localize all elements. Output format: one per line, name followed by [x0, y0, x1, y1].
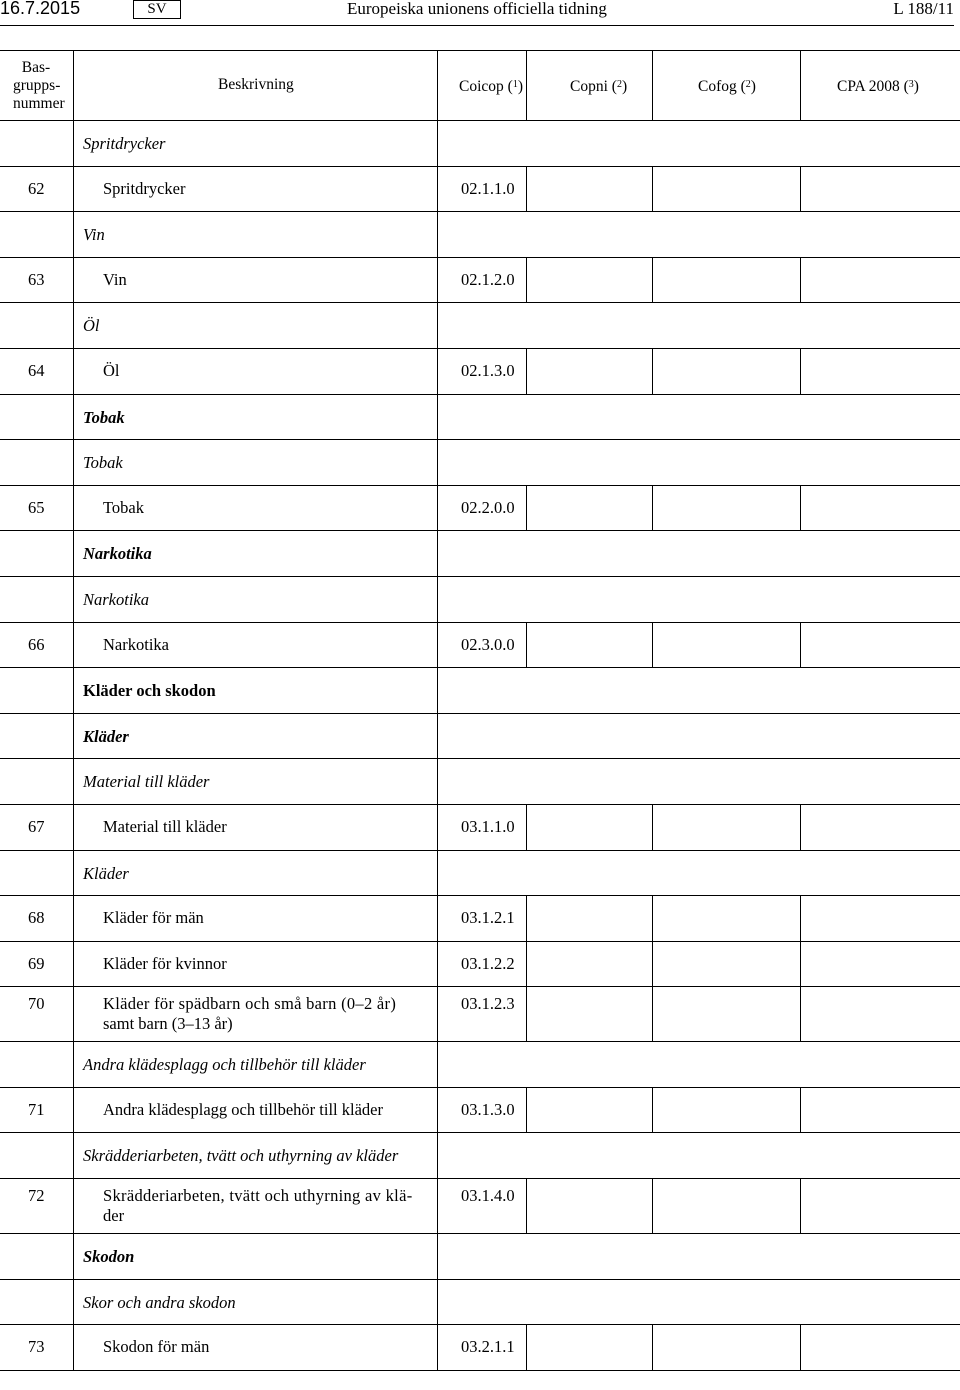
section-row: [0, 530, 960, 576]
table-row: [0, 166, 960, 212]
section-row: [0, 850, 960, 896]
header-rule: [0, 25, 954, 26]
section-heading: Skor och andra skodon: [83, 1292, 236, 1312]
coicop-code: 03.1.4.0: [461, 1186, 515, 1206]
section-heading: Andra klädesplagg och tillbehör till kläder: [83, 1055, 366, 1075]
column-header-basgrupp: Bas- grupps- nummer: [13, 59, 65, 112]
section-row: [0, 1132, 960, 1178]
table-row: [0, 485, 960, 531]
column-header-beskrivning: Beskrivning: [218, 76, 294, 93]
section-row: [0, 302, 960, 348]
section-heading: Kläder: [83, 863, 129, 883]
table-header-row: [0, 51, 960, 120]
basgrupp-number: 71: [28, 1099, 45, 1119]
coicop-code: 02.1.3.0: [461, 360, 515, 380]
description-cell: Kläder för spädbarn och små barn (0–2 år) samt barn (3–13 år): [103, 994, 397, 1034]
section-row: [0, 667, 960, 713]
description-cell: Tobak: [103, 497, 145, 517]
basgrupp-number: 68: [28, 908, 45, 928]
coicop-code: 03.1.2.3: [461, 994, 515, 1014]
column-header-cpa: CPA 2008 ($^3$): [837, 78, 919, 95]
description-cell: Skrädderiarbeten, tvätt och uthyrning av klä- der: [103, 1186, 413, 1226]
basgrupp-number: 63: [28, 269, 45, 289]
page-reference: L 188/11: [893, 0, 954, 18]
description-cell: Skodon för män: [103, 1337, 210, 1357]
basgrupp-number: 66: [28, 634, 45, 654]
table-row: [0, 804, 960, 850]
section-row: [0, 1233, 960, 1279]
coicop-code: 02.3.0.0: [461, 634, 515, 654]
table-row: [0, 1087, 960, 1133]
description-cell: Spritdrycker: [103, 178, 186, 198]
section-heading: Öl: [83, 316, 100, 336]
coicop-code: 02.1.1.0: [461, 178, 515, 198]
coicop-code: 03.1.1.0: [461, 816, 515, 836]
table-row: [0, 941, 960, 987]
section-heading: Tobak: [83, 407, 125, 427]
basgrupp-number: 73: [28, 1337, 45, 1357]
section-heading: Skrädderiarbeten, tvätt och uthyrning av kläder: [83, 1146, 399, 1166]
section-row: [0, 439, 960, 485]
language-badge: SV: [133, 0, 181, 19]
journal-title: Europeiska unionens officiella tidning: [347, 0, 607, 18]
section-row: [0, 713, 960, 759]
coicop-code: 02.2.0.0: [461, 497, 515, 517]
basgrupp-number: 70: [28, 994, 45, 1014]
table-row: [0, 257, 960, 303]
coicop-code: 03.1.2.1: [461, 908, 515, 928]
table-row: [0, 1178, 960, 1233]
basgrupp-number: 62: [28, 178, 45, 198]
description-cell: Kläder för män: [103, 908, 204, 928]
table-row: [0, 986, 960, 1041]
coicop-code: 03.2.1.1: [461, 1337, 515, 1357]
column-header-coicop: Coicop ($^1$): [459, 78, 523, 95]
section-heading: Material till kläder: [83, 772, 210, 792]
column-header-copni: Copni ($^2$): [570, 78, 628, 95]
basgrupp-number: 69: [28, 953, 45, 973]
section-heading: Kläder: [83, 726, 129, 746]
coicop-code: 02.1.2.0: [461, 269, 515, 289]
description-cell: Andra klädesplagg och tillbehör till kläder: [103, 1099, 383, 1119]
table-row: [0, 622, 960, 668]
section-row: [0, 1279, 960, 1325]
section-row: [0, 394, 960, 440]
classification-table: [0, 50, 960, 1371]
section-heading: Spritdrycker: [83, 134, 166, 153]
section-row: [0, 758, 960, 804]
table-row: [0, 895, 960, 941]
description-cell: Vin: [103, 269, 127, 289]
section-row: [0, 576, 960, 622]
basgrupp-number: 65: [28, 497, 45, 517]
description-cell: Material till kläder: [103, 816, 227, 836]
basgrupp-number: 64: [28, 360, 45, 380]
description-cell: Öl: [103, 360, 120, 380]
basgrupp-number: 67: [28, 816, 45, 836]
section-heading: Tobak: [83, 453, 123, 473]
section-row: [0, 120, 960, 166]
section-heading: Narkotika: [83, 544, 152, 564]
basgrupp-number: 72: [28, 1186, 45, 1206]
section-row: [0, 211, 960, 257]
section-heading: Skodon: [83, 1247, 135, 1267]
description-cell: Kläder för kvinnor: [103, 953, 227, 973]
table-row: [0, 1324, 960, 1370]
column-header-cofog: Cofog ($^2$): [698, 78, 756, 95]
coicop-code: 03.1.3.0: [461, 1099, 515, 1119]
section-heading: Narkotika: [83, 589, 149, 609]
section-row: [0, 1041, 960, 1087]
coicop-code: 03.1.2.2: [461, 953, 515, 973]
header-date: 16.7.2015: [0, 0, 81, 18]
section-heading: Vin: [83, 225, 105, 245]
section-heading: Kläder och skodon: [83, 681, 216, 701]
table-row: [0, 348, 960, 394]
description-cell: Narkotika: [103, 634, 169, 654]
